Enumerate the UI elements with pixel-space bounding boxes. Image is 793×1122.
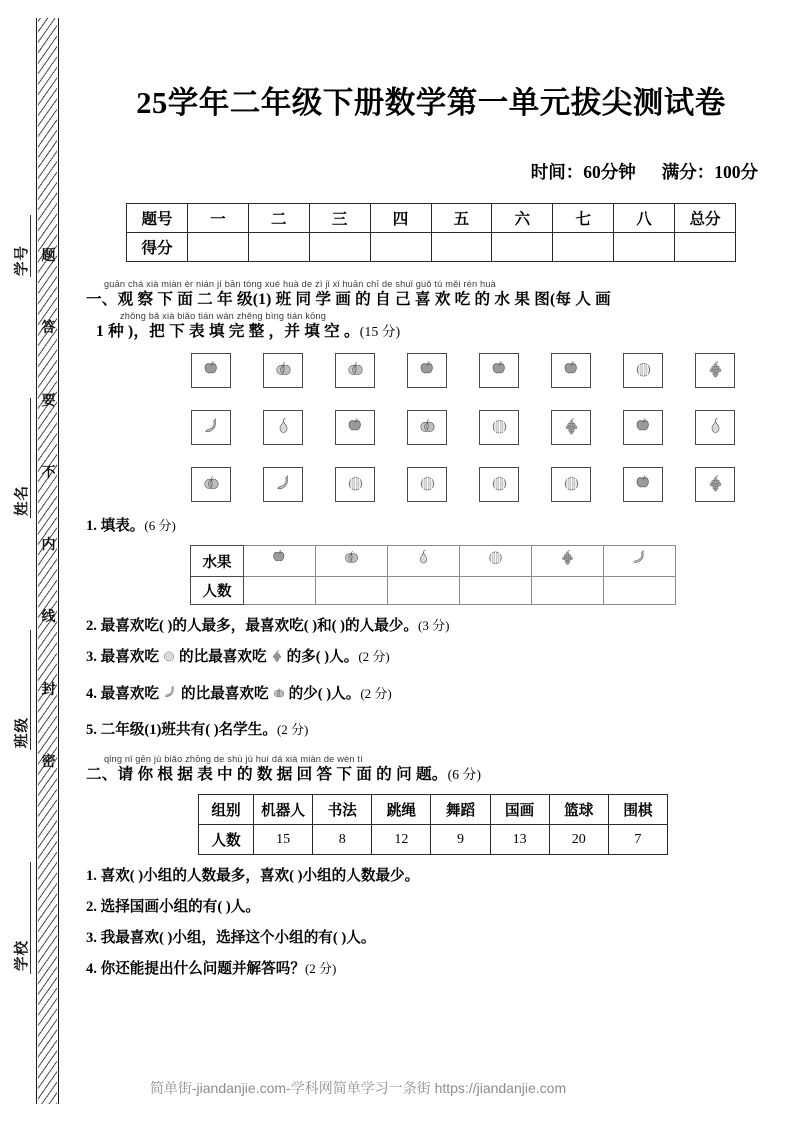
score-column-header: 三 xyxy=(309,204,370,233)
grape-icon xyxy=(559,415,584,440)
exam-time: 时间：60分钟 xyxy=(530,162,636,182)
s1-q4-points: (2 分) xyxy=(360,686,392,701)
group-category-header: 篮球 xyxy=(549,795,608,825)
watermelon-icon xyxy=(631,358,656,383)
peach-icon xyxy=(271,358,296,383)
count-blank-cell[interactable] xyxy=(532,577,604,605)
fruit-grid-cell xyxy=(407,467,447,502)
group-count-cell: 12 xyxy=(372,825,431,855)
fruit-grid-cell xyxy=(551,467,591,502)
score-column-header: 八 xyxy=(614,204,675,233)
group-count-cell: 8 xyxy=(313,825,372,855)
count-blank-cell[interactable] xyxy=(460,577,532,605)
section-1-text-line-1: 一、观 察 下 面 二 年 级(1) 班 同 学 画 的 自 己 喜 欢 吃 的 水 果 图(每 人 画 xyxy=(86,291,611,308)
group-statistics-table xyxy=(198,794,668,855)
fruit-grid-cell xyxy=(335,353,375,388)
score-blank-cell[interactable] xyxy=(188,233,249,262)
field-rule-name xyxy=(30,398,31,518)
fruit-grid-cell xyxy=(551,410,591,445)
margin-rule-outer xyxy=(36,18,37,1104)
fruit-grid-cell xyxy=(263,410,303,445)
fruit-tally-table xyxy=(190,545,676,605)
s1-q4-pre: 最喜欢吃 xyxy=(100,686,159,702)
s2-q4-number: 4. xyxy=(86,961,97,977)
s1-q3-mid: 的比最喜欢吃 xyxy=(179,649,267,665)
s2-q1-text: 喜欢( )小组的人数最多，喜欢( )小组的人数最少。 xyxy=(100,868,420,884)
s2-q2-number: 2. xyxy=(86,899,97,915)
section-1-pinyin-line-1: guān chá xià miàn èr nián jí bān tóng xué huà de zì jǐ xǐ huān chī de shuǐ guǒ tú měi rén huà xyxy=(104,279,496,289)
fruit-grid-cell xyxy=(695,410,735,445)
watermelon-icon xyxy=(484,557,507,574)
fruit-grid-cell xyxy=(191,353,231,388)
s1-q1-text: 填表。 xyxy=(100,518,145,534)
banana-icon xyxy=(271,472,296,497)
s1-question-3 xyxy=(86,647,776,672)
s2-question-3 xyxy=(86,928,776,948)
footer-watermark: 简单街-jiandanjie.com-学科网简单学习一条街 https://jiandanjie.com xyxy=(149,1080,567,1096)
score-blank-cell[interactable] xyxy=(553,233,614,262)
section-1-text-line-2 xyxy=(86,322,776,342)
page-title: 25学年二年级下册数学第一单元拔尖测试卷 xyxy=(136,86,726,120)
fruit-row-label: 水果 xyxy=(191,546,244,577)
margin-rule-inner xyxy=(58,18,59,1104)
score-row-label: 得分 xyxy=(127,233,188,262)
peach-icon xyxy=(343,358,368,383)
seal-char: 答 xyxy=(41,321,56,337)
fruit-grid-cell xyxy=(551,353,591,388)
field-label-class: 班级 xyxy=(14,717,31,748)
peach-icon xyxy=(270,685,288,709)
group-category-header: 围棋 xyxy=(608,795,667,825)
s1-q1-points: (6 分) xyxy=(144,518,176,533)
section-2-pinyin: qǐng nǐ gēn jù biǎo zhōng de shù jù huí dá xià miàn de wèn tí xyxy=(104,754,363,764)
count-blank-cell[interactable] xyxy=(244,577,316,605)
score-table xyxy=(126,203,736,262)
fruit-grid-cell xyxy=(695,353,735,388)
score-blank-cell[interactable] xyxy=(370,233,431,262)
watermelon-icon xyxy=(559,472,584,497)
grape-icon xyxy=(268,648,286,672)
seal-char: 题 xyxy=(41,249,56,264)
banana-icon xyxy=(199,415,224,440)
score-column-header: 总分 xyxy=(675,204,736,233)
grape-icon xyxy=(703,472,728,497)
pear-icon xyxy=(703,415,728,440)
group-category-header: 机器人 xyxy=(254,795,313,825)
apple-icon xyxy=(268,557,291,574)
section-2-text-main: 二、请 你 根 据 表 中 的 数 据 回 答 下 面 的 问 题。 xyxy=(86,766,448,783)
table-row xyxy=(127,204,736,233)
s2-question-1 xyxy=(86,866,776,886)
apple-icon xyxy=(343,415,368,440)
group-row-label: 组别 xyxy=(199,795,254,825)
fruit-grid-cell xyxy=(479,467,519,502)
table-row xyxy=(199,825,668,855)
banana-icon xyxy=(160,683,180,709)
watermelon-icon xyxy=(487,415,512,440)
fruit-grid-cell xyxy=(335,467,375,502)
seal-char: 内 xyxy=(41,538,56,554)
peach-icon xyxy=(199,472,224,497)
table-row xyxy=(199,795,668,825)
peach-icon xyxy=(415,415,440,440)
seal-char: 线 xyxy=(41,610,56,626)
section-1-text-line-2-main: 1 种 )，把 下 表 填 完 整 ，并 填 空 。 xyxy=(96,323,360,340)
grape-icon xyxy=(703,358,728,383)
s1-q4-post: 的少( )人。 xyxy=(288,686,361,702)
pear-icon xyxy=(412,557,435,574)
grape-icon xyxy=(556,557,579,574)
count-blank-cell[interactable] xyxy=(388,577,460,605)
group-category-header: 跳绳 xyxy=(372,795,431,825)
section-2-points: (6 分) xyxy=(447,767,482,782)
s1-q3-number: 3. xyxy=(86,649,97,665)
fruit-cell xyxy=(388,546,460,577)
score-blank-cell[interactable] xyxy=(431,233,492,262)
fruit-cell xyxy=(532,546,604,577)
banana-icon xyxy=(628,557,651,574)
s2-q3-number: 3. xyxy=(86,930,97,946)
watermelon-icon xyxy=(487,472,512,497)
score-blank-cell[interactable] xyxy=(614,233,675,262)
field-rule-school xyxy=(30,862,31,974)
s1-q4-mid: 的比最喜欢吃 xyxy=(181,686,269,702)
score-blank-cell[interactable] xyxy=(492,233,553,262)
section-1-heading xyxy=(86,278,776,342)
fruit-cell xyxy=(316,546,388,577)
group-category-header: 书法 xyxy=(313,795,372,825)
fruit-cell xyxy=(460,546,532,577)
fruit-grid-cell xyxy=(407,353,447,388)
count-blank-cell[interactable] xyxy=(316,577,388,605)
s1-q5-points: (2 分) xyxy=(276,722,309,737)
s2-q3-text: 我最喜欢( )小组，选择这个小组的有( )人。 xyxy=(100,930,376,946)
apple-icon xyxy=(559,358,584,383)
s2-q4-points: (2 分) xyxy=(304,961,337,976)
count-blank-cell[interactable] xyxy=(604,577,676,605)
s2-q4-text: 你还能提出什么问题并解答吗？ xyxy=(100,961,305,977)
section-1-points: (15 分) xyxy=(359,324,401,339)
fruit-grid-cell xyxy=(479,410,519,445)
score-column-header: 四 xyxy=(370,204,431,233)
s2-q2-text: 选择国画小组的有( )人。 xyxy=(100,899,260,915)
exam-total-score: 满分：100分 xyxy=(661,162,758,182)
s2-question-2 xyxy=(86,897,776,917)
fruit-grid-cell xyxy=(623,467,663,502)
apple-icon xyxy=(415,358,440,383)
group-row-label: 人数 xyxy=(199,825,254,855)
table-row xyxy=(127,233,736,262)
table-row-fruit xyxy=(191,546,676,577)
group-count-cell: 7 xyxy=(608,825,667,855)
s1-q5-text: 二年级(1)班共有( )名学生。 xyxy=(100,722,277,738)
peach-icon xyxy=(340,557,363,574)
score-column-header: 六 xyxy=(492,204,553,233)
fruit-grid-cell xyxy=(623,353,663,388)
s1-q5-number: 5. xyxy=(86,722,97,738)
group-count-cell: 15 xyxy=(254,825,313,855)
score-row-label: 题号 xyxy=(127,204,188,233)
paper-content xyxy=(86,0,776,1122)
field-label-school: 学校 xyxy=(14,940,31,971)
score-blank-cell[interactable] xyxy=(248,233,309,262)
apple-icon xyxy=(199,358,224,383)
watermelon-icon xyxy=(415,472,440,497)
group-category-header: 国画 xyxy=(490,795,549,825)
fruit-picture-grid xyxy=(182,353,776,505)
field-rule-class xyxy=(30,630,31,750)
fruit-grid-cell xyxy=(407,410,447,445)
seal-char: 密 xyxy=(41,754,56,770)
s1-question-4 xyxy=(86,683,776,709)
score-blank-cell[interactable] xyxy=(309,233,370,262)
fruit-grid-cell xyxy=(191,410,231,445)
apple-icon xyxy=(631,472,656,497)
score-column-header: 二 xyxy=(248,204,309,233)
seal-char: 不 xyxy=(41,465,56,481)
group-count-cell: 9 xyxy=(431,825,490,855)
binding-margin xyxy=(0,0,70,1122)
s1-question-1 xyxy=(86,516,776,536)
s1-q3-points: (2 分) xyxy=(358,649,390,664)
s1-q3-post: 的多( )人。 xyxy=(286,649,359,665)
field-label-student-id: 学号 xyxy=(14,245,31,276)
count-row-label: 人数 xyxy=(191,577,244,605)
s1-q2-text: 最喜欢吃( )的人最多，最喜欢吃( )和( )的人最少。 xyxy=(100,618,418,634)
group-count-cell: 20 xyxy=(549,825,608,855)
s1-q3-pre: 最喜欢吃 xyxy=(100,649,159,665)
seal-char: 要 xyxy=(41,393,56,409)
seal-line-text xyxy=(40,250,57,770)
s1-q2-number: 2. xyxy=(86,618,97,634)
group-category-header: 舞蹈 xyxy=(431,795,490,825)
field-rule-student-id xyxy=(30,215,31,277)
apple-icon xyxy=(487,358,512,383)
seal-char: 封 xyxy=(41,682,56,698)
fruit-grid-cell xyxy=(695,467,735,502)
fruit-grid-cell xyxy=(263,467,303,502)
score-blank-cell[interactable] xyxy=(675,233,736,262)
group-count-cell: 13 xyxy=(490,825,549,855)
watermelon-icon xyxy=(160,648,178,672)
section-2-text xyxy=(86,765,776,785)
score-column-header: 七 xyxy=(553,204,614,233)
fruit-grid-cell xyxy=(479,353,519,388)
fruit-grid-cell xyxy=(191,467,231,502)
score-column-header: 五 xyxy=(431,204,492,233)
table-row-count xyxy=(191,577,676,605)
s1-q4-number: 4. xyxy=(86,686,97,702)
fruit-grid-cell xyxy=(263,353,303,388)
pear-icon xyxy=(271,415,296,440)
section-1-pinyin-line-2: zhǒng bǎ xià biǎo tián wán zhěng bìng tián kōng xyxy=(120,311,327,321)
section-2-heading xyxy=(86,753,776,785)
fruit-cell xyxy=(604,546,676,577)
apple-icon xyxy=(631,415,656,440)
exam-meta xyxy=(86,159,776,184)
fruit-cell xyxy=(244,546,316,577)
watermelon-icon xyxy=(343,472,368,497)
s1-q1-number: 1. xyxy=(86,518,97,534)
s1-question-2 xyxy=(86,616,776,636)
fruit-grid-cell xyxy=(623,410,663,445)
s2-q1-number: 1. xyxy=(86,868,97,884)
s1-question-5 xyxy=(86,720,776,740)
s2-question-4 xyxy=(86,959,776,979)
fruit-grid-cell xyxy=(335,410,375,445)
s1-q2-points: (3 分) xyxy=(418,618,450,633)
field-label-name: 姓名 xyxy=(14,485,31,516)
score-column-header: 一 xyxy=(188,204,249,233)
